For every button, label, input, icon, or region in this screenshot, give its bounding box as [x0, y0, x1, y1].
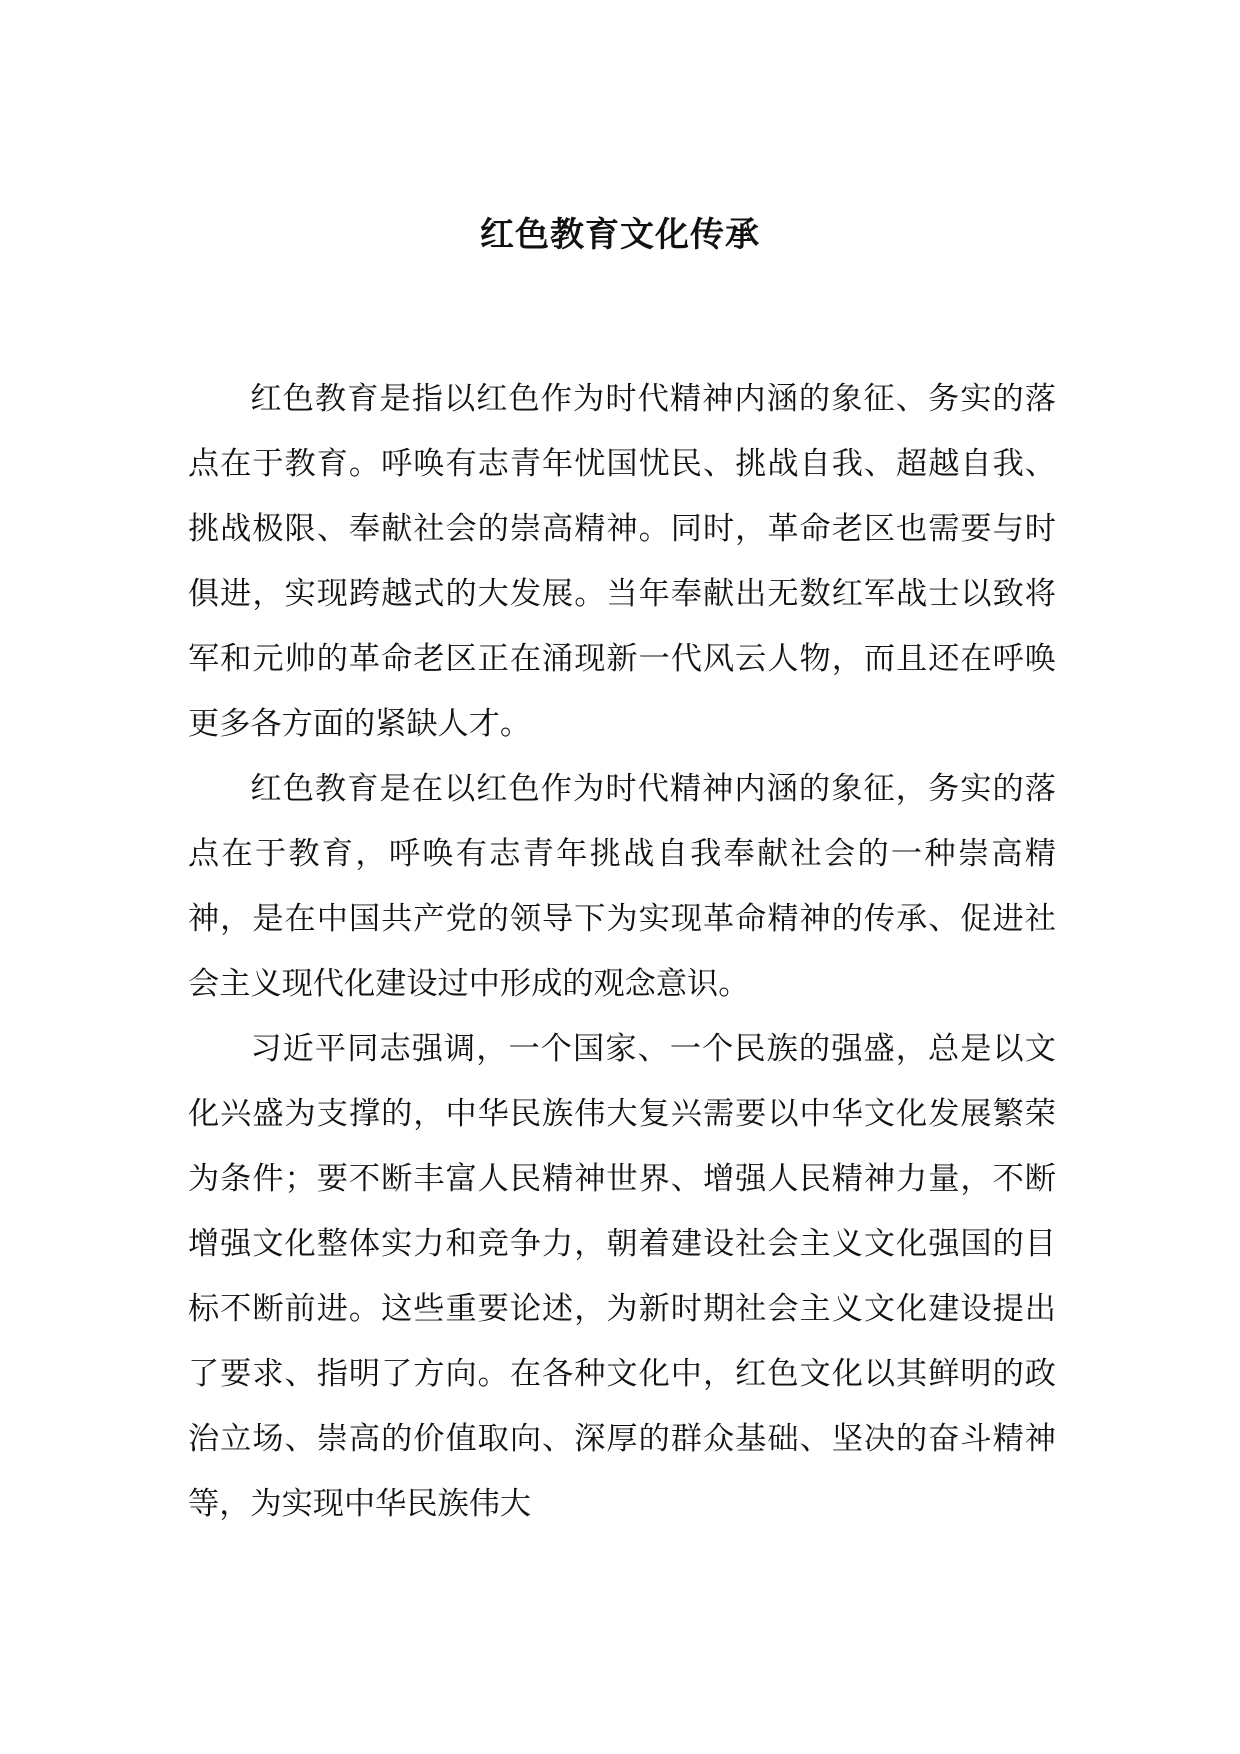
document-body	[188, 367, 1056, 1537]
paragraph-1: 红色教育是指以红色作为时代精神内涵的象征、务实的落点在于教育。呼唤有志青年忧国忧民、挑战自我、超越自我、挑战极限、奉献社会的崇高精神。同时，革命老区也需要与时俱进，实现跨越式的大发展。当年奉献出无数红军战士以致将军和元帅的革命老区正在涌现新一代风云人物，而且还在呼唤更多各方面的紧缺人才。	[188, 381, 1056, 742]
paragraph-2: 红色教育是在以红色作为时代精神内涵的象征，务实的落点在于教育，呼唤有志青年挑战自我奉献社会的一种崇高精神，是在中国共产党的领导下为实现革命精神的传承、促进社会主义现代化建设过中形成的观念意识。	[188, 771, 1056, 1002]
paragraph-3: 习近平同志强调，一个国家、一个民族的强盛，总是以文化兴盛为支撑的，中华民族伟大复兴需要以中华文化发展繁荣为条件；要不断丰富人民精神世界、增强人民精神力量，不断增强文化整体实力和竞争力，朝着建设社会主义文化强国的目标不断前进。这些重要论述，为新时期社会主义文化建设提出了要求、指明了方向。在各种文化中，红色文化以其鲜明的政治立场、崇高的价值取向、深厚的群众基础、坚决的奋斗精神等，为实现中华民族伟大	[188, 1031, 1056, 1522]
document-title: 红色教育文化传承	[480, 215, 760, 255]
